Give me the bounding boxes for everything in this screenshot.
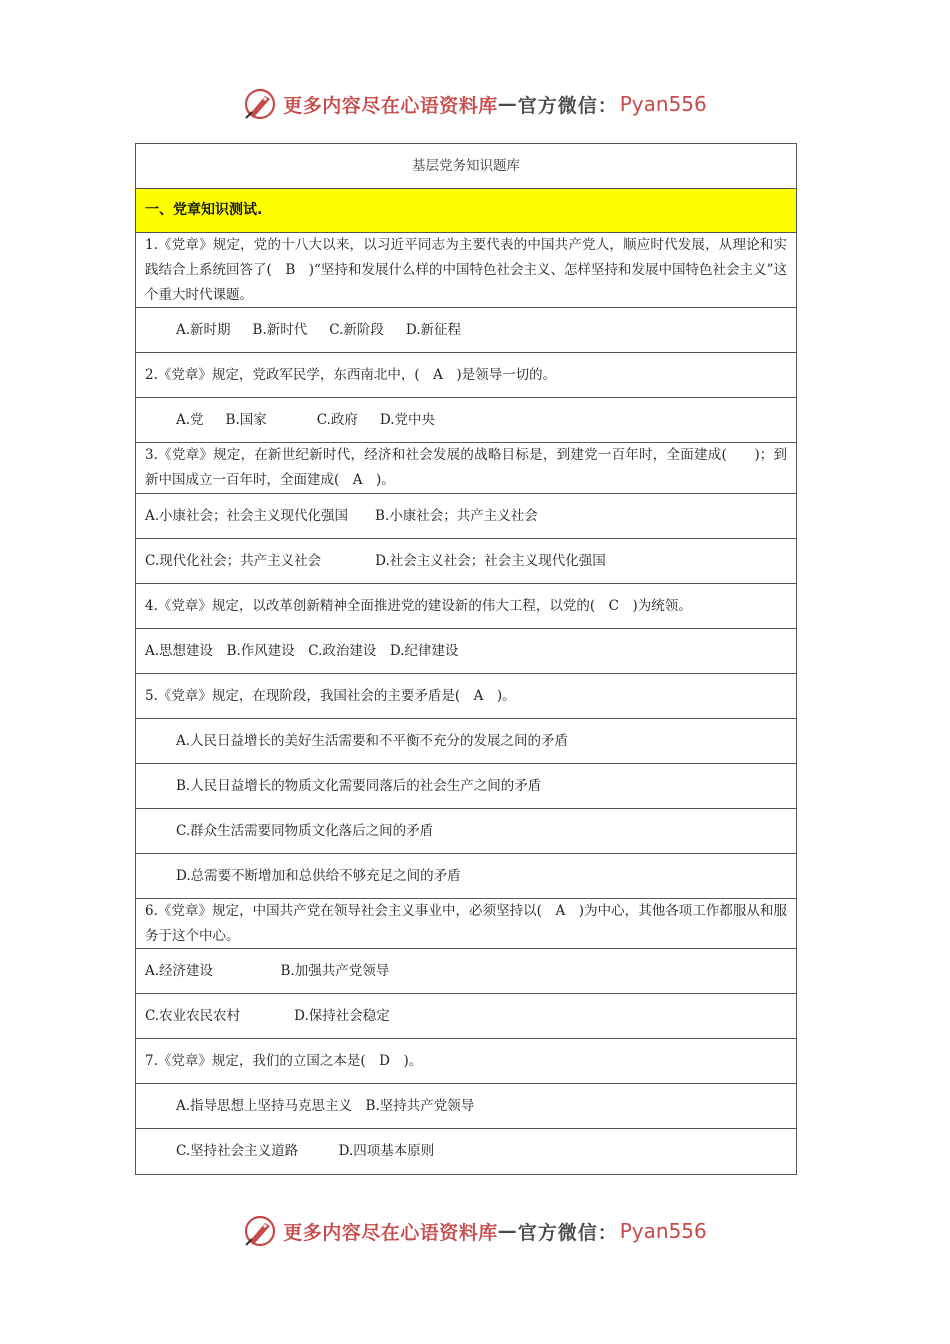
option-b: B.新时代 — [252, 321, 308, 338]
question-7: 7.《党章》规定，我们的立国之本是( D )。 — [136, 1039, 796, 1084]
footer-watermark-banner — [0, 1211, 950, 1251]
header-watermark-banner — [0, 84, 950, 124]
section-heading: 一、党章知识测试. — [136, 189, 796, 233]
pen-nib-circle-icon — [243, 1214, 277, 1248]
question-3: 3.《党章》规定，在新世纪新时代，经济和社会发展的战略目标是，到建党一百年时，全面建成( )；到新中国成立一百年时，全面建成( A )。 — [136, 443, 796, 494]
option-d: D.新征程 — [405, 321, 462, 338]
dash: — — [497, 1220, 518, 1242]
question-6-options-row-2: C.农业农民农村 D.保持社会稳定 — [136, 994, 796, 1039]
question-5-option-d: D.总需要不断增加和总供给不够充足之间的矛盾 — [136, 854, 796, 899]
option-c: C.政府 — [316, 411, 358, 428]
dash: — — [497, 93, 518, 115]
question-5: 5.《党章》规定，在现阶段，我国社会的主要矛盾是( A )。 — [136, 674, 796, 719]
question-table — [135, 143, 797, 1175]
official-label: 官方微信： — [517, 1221, 618, 1244]
wechat-id: Pyan556 — [619, 92, 707, 116]
option-a: A.新时期 — [176, 321, 231, 338]
question-3-options-row-2: C.现代化社会；共产主义社会 D.社会主义社会；社会主义现代化强国 — [136, 539, 796, 584]
option-b: B.国家 — [225, 411, 267, 428]
question-6-options-row-1: A.经济建设 B.加强共产党领导 — [136, 949, 796, 994]
question-2-options — [136, 398, 796, 443]
question-1-options — [136, 308, 796, 353]
option-d: D.党中央 — [379, 411, 436, 428]
brand-text: 更多内容尽在心语资料库 — [283, 1221, 498, 1244]
question-6: 6.《党章》规定，中国共产党在领导社会主义事业中，必须坚持以( A )为中心，其他各项工作都服从和服务于这个中心。 — [136, 899, 796, 949]
question-5-option-a: A.人民日益增长的美好生活需要和不平衡不充分的发展之间的矛盾 — [136, 719, 796, 764]
official-label: 官方微信： — [517, 94, 618, 117]
question-5-option-c: C.群众生活需要同物质文化落后之间的矛盾 — [136, 809, 796, 854]
question-4-options: A.思想建设 B.作风建设 C.政治建设 D.纪律建设 — [136, 629, 796, 674]
pen-nib-circle-icon — [243, 87, 277, 121]
question-7-options-row-1: A.指导思想上坚持马克思主义 B.坚持共产党领导 — [136, 1084, 796, 1129]
document-title: 基层党务知识题库 — [136, 144, 796, 189]
question-2: 2.《党章》规定，党政军民学，东西南北中，( A )是领导一切的。 — [136, 353, 796, 398]
option-a: A.党 — [176, 411, 204, 428]
question-5-option-b: B.人民日益增长的物质文化需要同落后的社会生产之间的矛盾 — [136, 764, 796, 809]
question-3-options-row-1: A.小康社会；社会主义现代化强国 B.小康社会；共产主义社会 — [136, 494, 796, 539]
brand-text: 更多内容尽在心语资料库 — [283, 94, 498, 117]
option-c: C.新阶段 — [329, 321, 384, 338]
wechat-id: Pyan556 — [619, 1219, 707, 1243]
question-1: 1.《党章》规定，党的十八大以来，以习近平同志为主要代表的中国共产党人，顺应时代发展，从理论和实践结合上系统回答了( B )“坚持和发展什么样的中国特色社会主义、怎样坚持和发展中国特色社会主义”这个重大时代课题。 — [136, 233, 796, 308]
question-4: 4.《党章》规定，以改革创新精神全面推进党的建设新的伟大工程，以党的( C )为统领。 — [136, 584, 796, 629]
question-7-options-row-2: C.坚持社会主义道路 D.四项基本原则 — [176, 1143, 435, 1159]
